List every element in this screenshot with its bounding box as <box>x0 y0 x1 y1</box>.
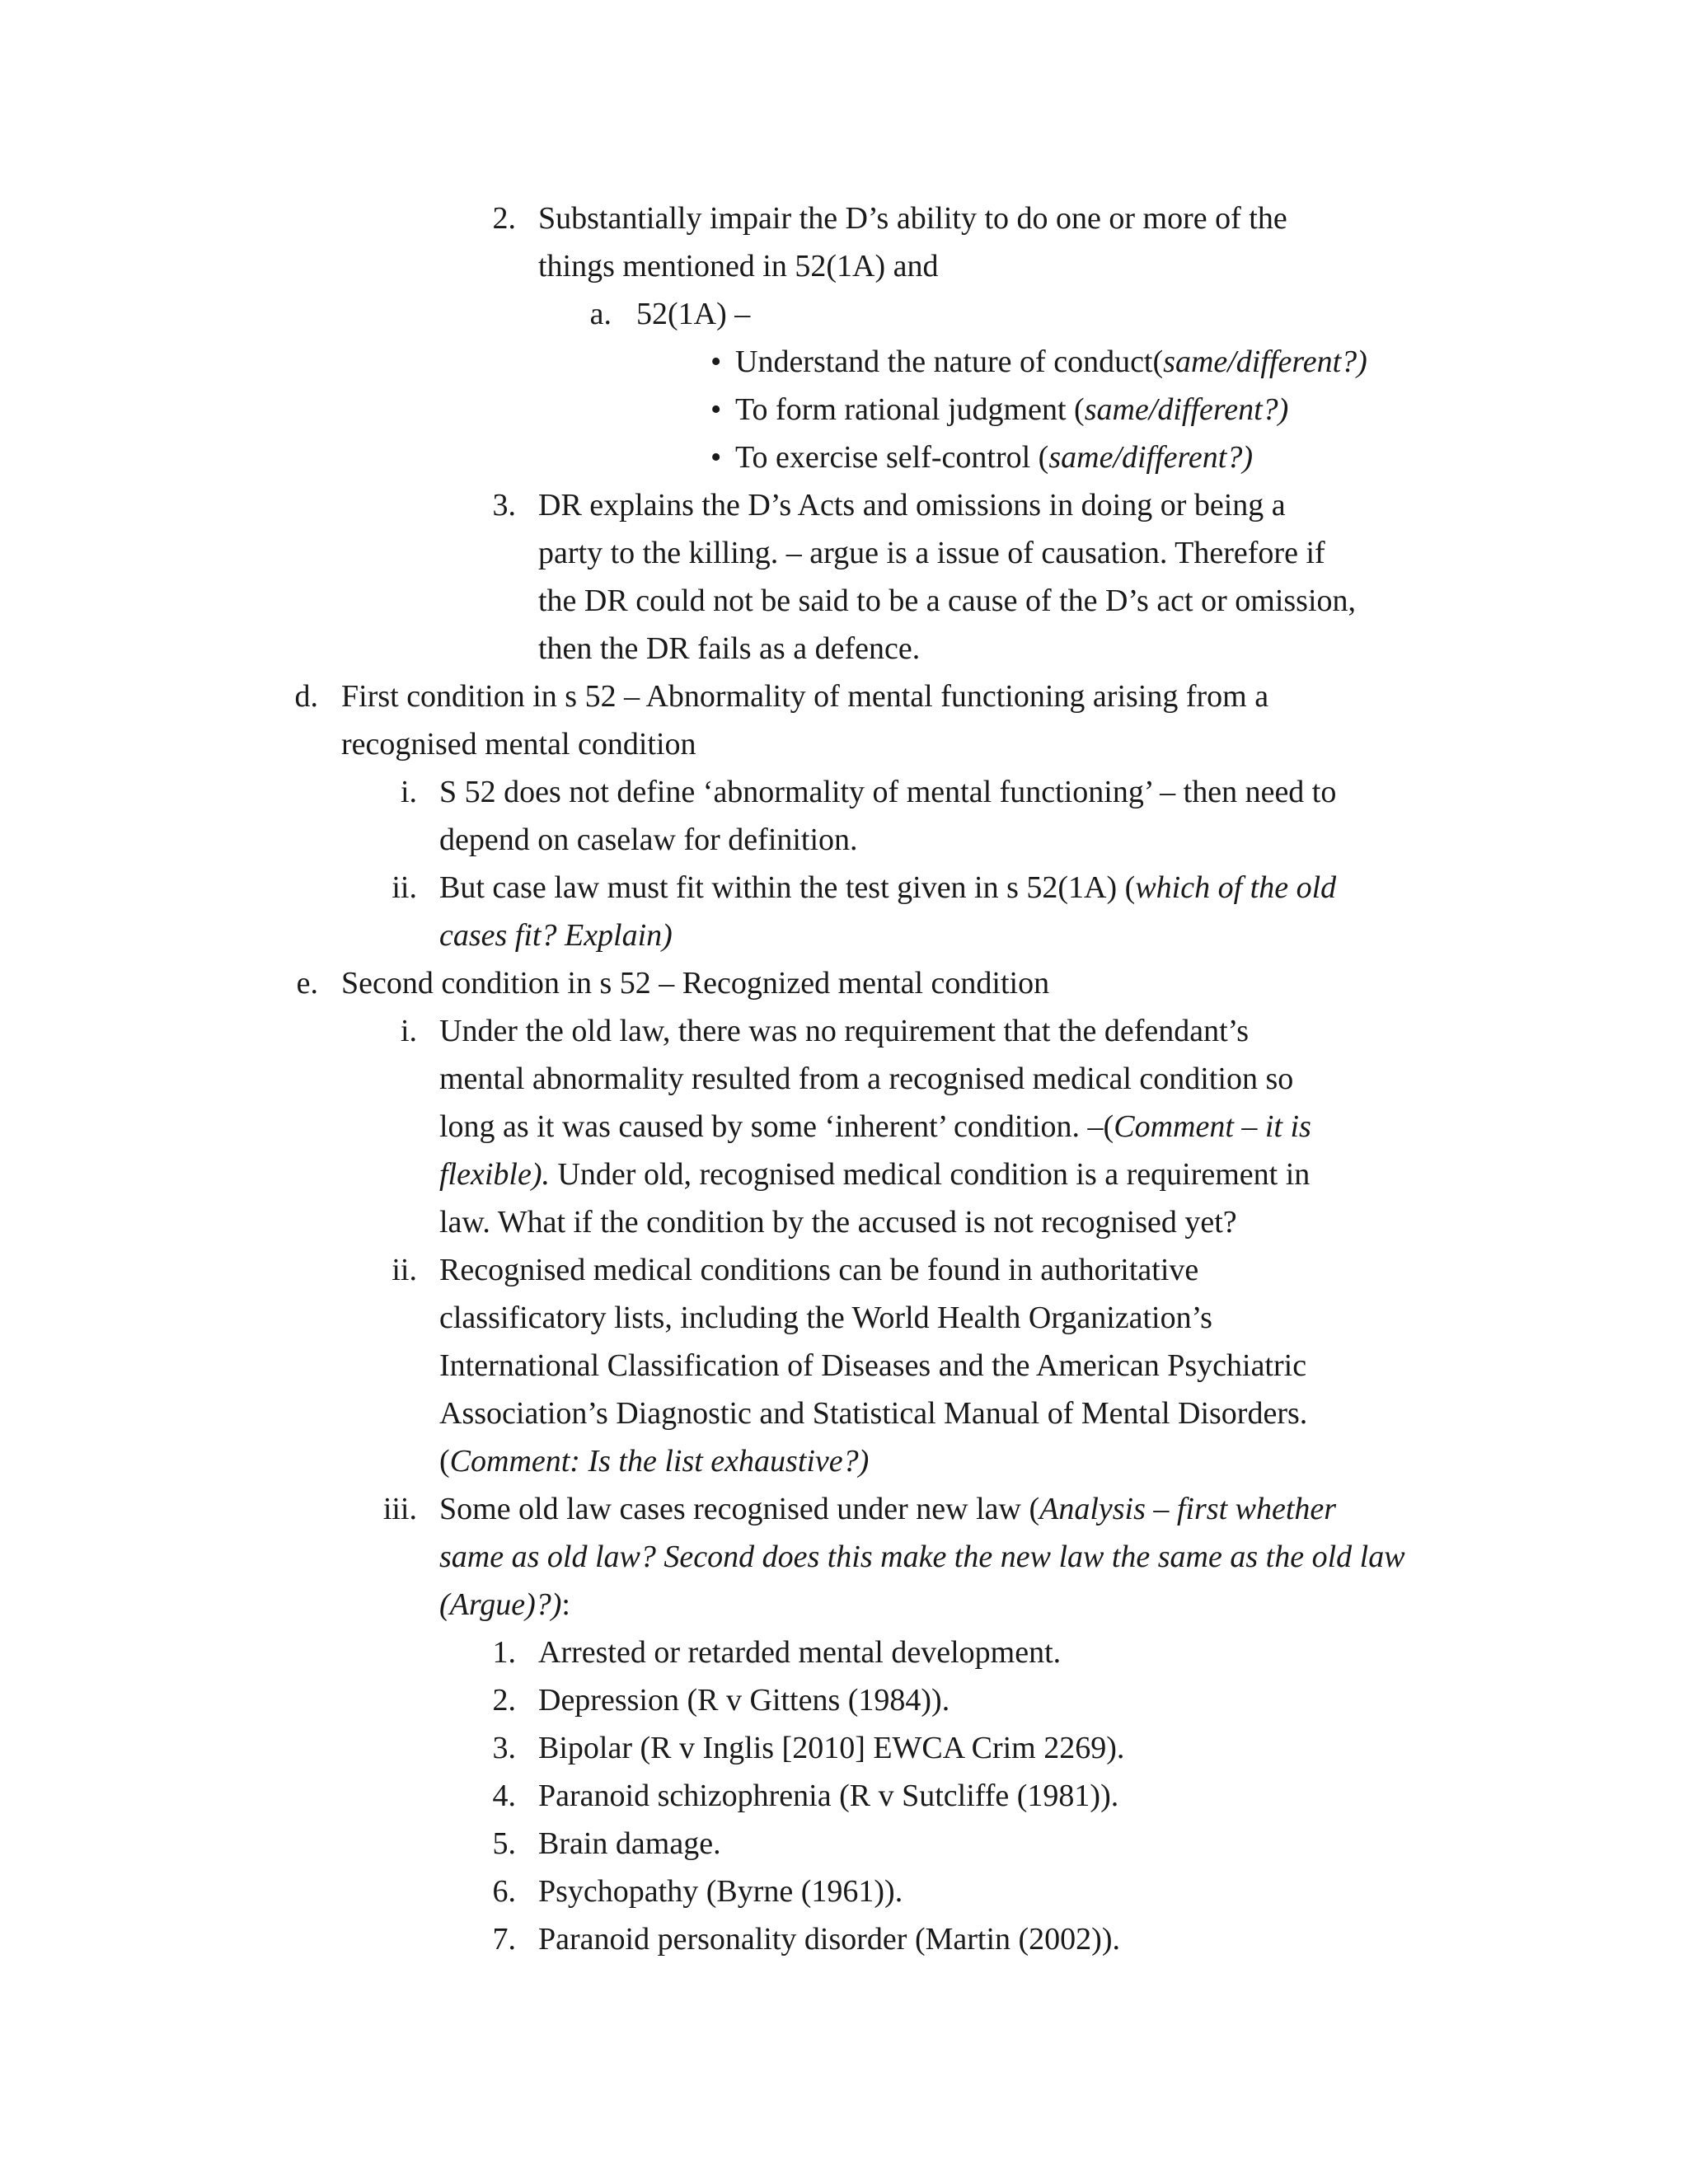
list-item-text: Under the old law, there was no requirement that the defendant’s <box>439 1014 1250 1048</box>
list-marker: i. <box>400 1014 417 1048</box>
list-item-text: 52(1A) – <box>636 297 751 331</box>
bullet-item <box>735 338 1367 386</box>
section-heading: Second condition in s 52 – Recognized mental condition <box>341 966 1050 1001</box>
section-heading: recognised mental condition <box>341 727 696 762</box>
section-marker: e. <box>296 966 318 1001</box>
bullet-marker: • <box>710 344 722 379</box>
italic-comment: which of the old <box>1135 870 1337 905</box>
list-item-text <box>439 1581 570 1629</box>
list-marker: i. <box>400 775 417 809</box>
text-run: long as it was caused by some ‘inherent’ condition. –( <box>439 1109 1114 1144</box>
list-item-text: classificatory lists, including the World Health Organization’s <box>439 1301 1212 1335</box>
section-marker: d. <box>294 679 318 714</box>
list-item-text: S 52 does not define ‘abnormality of mental functioning’ – then need to <box>439 775 1337 809</box>
case-list-item: Depression (R v Gittens (1984)). <box>538 1683 950 1718</box>
list-item-text: DR explains the D’s Acts and omissions in doing or being a <box>538 488 1286 523</box>
bullet-text: Understand the nature of conduct( <box>735 344 1164 379</box>
bullet-item <box>735 434 1253 481</box>
bullet-marker: • <box>710 392 722 427</box>
case-list-item: Paranoid personality disorder (Martin (2002)). <box>538 1922 1120 1957</box>
bullet-note: same/different?) <box>1048 440 1253 475</box>
list-item-text: things mentioned in 52(1A) and <box>538 249 939 284</box>
list-marker: a. <box>589 297 612 331</box>
list-item-text: depend on caselaw for definition. <box>439 823 858 857</box>
bullet-note: same/different?) <box>1163 344 1367 379</box>
list-marker: 2. <box>492 1683 516 1718</box>
list-marker: 1. <box>492 1635 516 1670</box>
list-item-text: International Classification of Diseases and the American Psychiatric <box>439 1348 1307 1383</box>
list-item-text: Substantially impair the D’s ability to do one or more of the <box>538 201 1287 236</box>
list-marker: 7. <box>492 1922 516 1957</box>
case-list-item: Paranoid schizophrenia (R v Sutcliffe (1981)). <box>538 1779 1119 1813</box>
text-run: ( <box>439 1444 450 1479</box>
list-marker: 5. <box>492 1826 516 1861</box>
list-item-text <box>439 1151 1310 1198</box>
list-item-text <box>439 1103 1311 1151</box>
list-item-text: party to the killing. – argue is a issue of causation. Therefore if <box>538 536 1325 570</box>
list-marker: 2. <box>492 201 516 236</box>
list-item-text: Association’s Diagnostic and Statistical Manual of Mental Disorders. <box>439 1396 1308 1431</box>
list-marker: ii. <box>392 1253 417 1287</box>
bullet-note: same/different?) <box>1084 392 1289 427</box>
case-list-item: Bipolar (R v Inglis [2010] EWCA Crim 2269). <box>538 1731 1125 1765</box>
case-list-item: Psychopathy (Byrne (1961)). <box>538 1874 903 1909</box>
bullet-text: To exercise self-control ( <box>735 440 1049 475</box>
italic-comment: Comment: Is the list exhaustive?) <box>449 1444 870 1479</box>
italic-comment: same as old law? Second does this make the new law the same as the old law <box>439 1540 1405 1574</box>
italic-comment: (Argue)?) <box>439 1587 562 1622</box>
italic-comment: Analysis – first whether <box>1039 1492 1337 1526</box>
list-marker: 4. <box>492 1779 516 1813</box>
text-run: Under old, recognised medical condition is a requirement in <box>549 1157 1311 1192</box>
list-item-text <box>439 1437 869 1485</box>
list-item-text: the DR could not be said to be a cause of the D’s act or omission, <box>538 583 1357 618</box>
list-item-text: mental abnormality resulted from a recognised medical condition so <box>439 1062 1294 1096</box>
list-marker: 6. <box>492 1874 516 1909</box>
list-item-text: law. What if the condition by the accused is not recognised yet? <box>439 1205 1237 1240</box>
list-marker: 3. <box>492 488 516 523</box>
bullet-marker: • <box>710 440 722 475</box>
italic-comment: Comment – it is <box>1114 1109 1311 1144</box>
italic-comment: cases fit? Explain) <box>439 918 673 953</box>
italic-comment: flexible). <box>439 1157 550 1192</box>
bullet-item <box>735 386 1288 434</box>
section-heading: First condition in s 52 – Abnormality of mental functioning arising from a <box>341 679 1269 714</box>
list-marker: 3. <box>492 1731 516 1765</box>
list-item-text: Recognised medical conditions can be found in authoritative <box>439 1253 1199 1287</box>
list-item-text <box>439 1485 1336 1533</box>
text-run: Some old law cases recognised under new law ( <box>439 1492 1040 1526</box>
bullet-text: To form rational judgment ( <box>735 392 1085 427</box>
case-list-item: Brain damage. <box>538 1826 721 1861</box>
list-marker: iii. <box>382 1492 417 1526</box>
list-marker: ii. <box>392 870 417 905</box>
list-item-text <box>439 864 1336 912</box>
case-list-item: Arrested or retarded mental development. <box>538 1635 1062 1670</box>
text-run: : <box>561 1587 570 1622</box>
list-item-text: then the DR fails as a defence. <box>538 631 921 666</box>
text-run: But case law must fit within the test given in s 52(1A) ( <box>439 870 1136 905</box>
